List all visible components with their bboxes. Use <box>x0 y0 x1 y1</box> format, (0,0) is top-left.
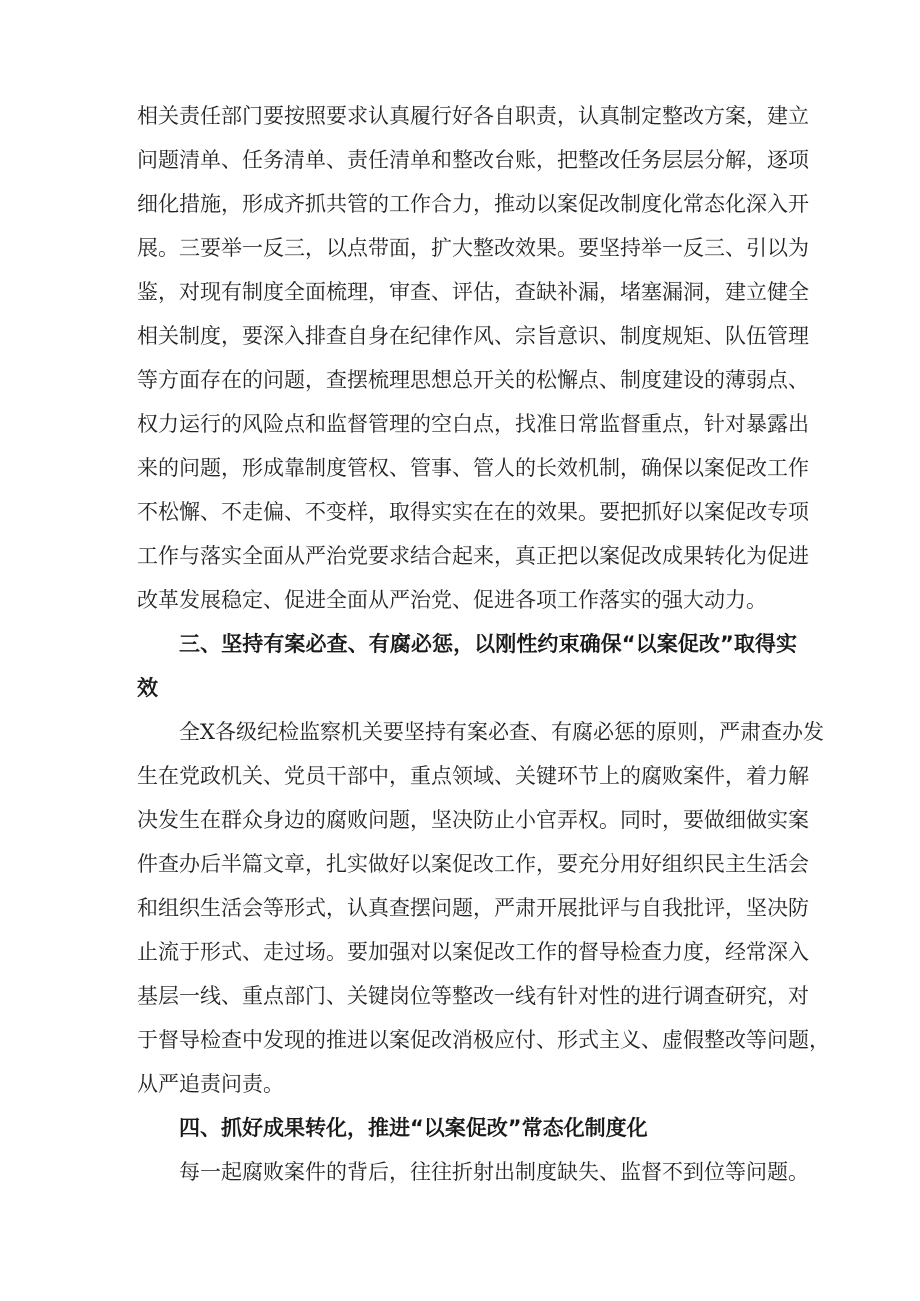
section-heading-3 <box>137 622 797 710</box>
paragraph-line: 来的问题，形成靠制度管权、管事、管人的长效机制，确保以案促改工作 <box>137 456 809 480</box>
paragraph-line: 全X各级纪检监察机关要坚持有案必查、有腐必惩的原则，严肃查办发 <box>179 720 824 744</box>
paragraph-line: 件查办后半篇文章，扎实做好以案促改工作，要充分用好组织民主生活会 <box>137 852 809 876</box>
paragraph-line: 决发生在群众身边的腐败问题，坚决防止小官弄权。同时，要做细做实案 <box>137 808 809 832</box>
paragraph-line: 等方面存在的问题，查摆梳理思想总开关的松懈点、制度建设的薄弱点、 <box>137 368 809 392</box>
paragraph-line: 止流于形式、走过场。要加强对以案促改工作的督导检查力度，经常深入 <box>137 940 809 964</box>
paragraph-line: 权力运行的风险点和监督管理的空白点，找准日常监督重点，针对暴露出 <box>137 412 809 436</box>
paragraph-3 <box>137 1150 809 1194</box>
paragraph-line: 于督导检查中发现的推进以案促改消极应付、形式主义、虚假整改等问题， <box>137 1028 830 1052</box>
paragraph-1 <box>137 94 809 622</box>
paragraph-line: 细化措施，形成齐抓共管的工作合力，推动以案促改制度化常态化深入开 <box>137 192 809 216</box>
paragraph-line: 生在党政机关、党员干部中，重点领域、关键环节上的腐败案件，着力解 <box>137 764 809 788</box>
paragraph-line: 工作与落实全面从严治党要求结合起来，真正把以案促改成果转化为促进 <box>137 544 809 568</box>
paragraph-line: 鉴，对现有制度全面梳理，审查、评估，查缺补漏，堵塞漏洞，建立健全 <box>137 280 809 304</box>
paragraph-line: 每一起腐败案件的背后，往往折射出制度缺失、监督不到位等问题。 <box>179 1160 809 1184</box>
paragraph-line: 改革发展稳定、促进全面从严治党、促进各项工作落实的强大动力。 <box>137 588 767 612</box>
heading-line: 三、坚持有案必查、有腐必惩，以刚性约束确保“以案促改”取得实 <box>179 632 797 656</box>
paragraph-line: 从严追责问责。 <box>137 1072 284 1096</box>
paragraph-line: 不松懈、不走偏、不变样，取得实实在在的效果。要把抓好以案促改专项 <box>137 500 809 524</box>
paragraph-2 <box>137 710 830 1106</box>
paragraph-line: 展。三要举一反三，以点带面，扩大整改效果。要坚持举一反三、引以为 <box>137 236 809 260</box>
section-heading-4 <box>137 1106 797 1150</box>
paragraph-line: 相关责任部门要按照要求认真履行好各自职责，认真制定整改方案，建立 <box>137 104 809 128</box>
heading-line: 四、抓好成果转化，推进“以案促改”常态化制度化 <box>179 1116 648 1140</box>
paragraph-line: 和组织生活会等形式，认真查摆问题，严肃开展批评与自我批评，坚决防 <box>137 896 809 920</box>
paragraph-line: 问题清单、任务清单、责任清单和整改台账，把整改任务层层分解，逐项 <box>137 148 809 172</box>
document-body <box>137 94 830 1194</box>
heading-line: 效 <box>137 676 158 700</box>
paragraph-line: 基层一线、重点部门、关键岗位等整改一线有针对性的进行调查研究，对 <box>137 984 809 1008</box>
paragraph-line: 相关制度，要深入排查自身在纪律作风、宗旨意识、制度规矩、队伍管理 <box>137 324 809 348</box>
